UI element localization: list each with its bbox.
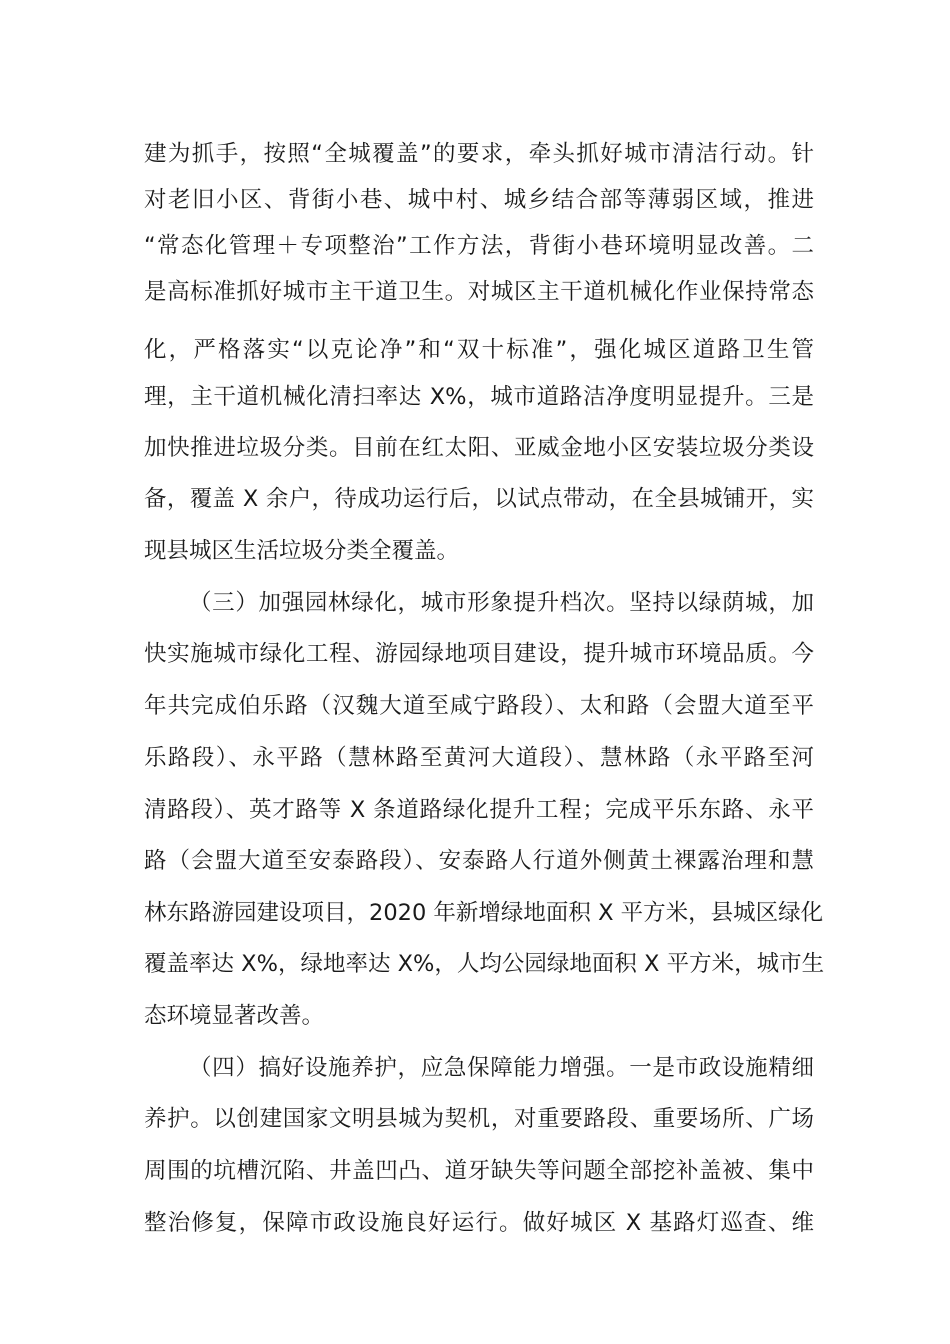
text-line: 周围的坑槽沉陷、井盖凹凸、道牙缺失等问题全部挖补盖被、集中: [144, 1158, 814, 1184]
text-line: 清路段）、英才路等 X 条道路绿化提升工程；完成平乐东路、永平: [144, 797, 814, 823]
text-line: 养护。以创建国家文明县城为契机，对重要路段、重要场所、广场: [144, 1106, 814, 1132]
text-line: 年共完成伯乐路（汉魏大道至咸宁路段）、太和路（会盟大道至平: [144, 693, 814, 719]
section-heading-line: （四）搞好设施养护，应急保障能力增强。一是市政设施精细: [189, 1055, 814, 1081]
text-line: 覆盖率达 X%，绿地率达 X%，人均公园绿地面积 X 平方米，城市生: [144, 951, 825, 977]
text-line: 加快推进垃圾分类。目前在红太阳、亚威金地小区安装垃圾分类设: [144, 435, 814, 461]
text-line: 对老旧小区、背街小巷、城中村、城乡结合部等薄弱区域，推进: [144, 187, 814, 213]
text-line: 乐路段）、永平路（慧林路至黄河大道段）、慧林路（永平路至河: [144, 745, 814, 771]
text-line: 路（会盟大道至安泰路段）、安泰路人行道外侧黄土裸露治理和慧: [144, 848, 814, 874]
text-line: 林东路游园建设项目，2020 年新增绿地面积 X 平方米，县城区绿化: [144, 900, 824, 926]
text-line: 是高标准抓好城市主干道卫生。对城区主干道机械化作业保持常态: [144, 279, 814, 305]
text-line: 快实施城市绿化工程、游园绿地项目建设，提升城市环境品质。今: [144, 641, 814, 667]
text-line: 建为抓手，按照“全城覆盖”的要求，牵头抓好城市清洁行动。针: [144, 141, 814, 167]
text-line: 备，覆盖 X 余户，待成功运行后，以试点带动，在全县城铺开，实: [144, 486, 814, 512]
text-line: “常态化管理＋专项整治”工作方法，背街小巷环境明显改善。二: [144, 233, 814, 259]
text-line: 现县城区生活垃圾分类全覆盖。: [144, 538, 460, 564]
text-line: 化，严格落实“以克论净”和“双十标准”，强化城区道路卫生管: [144, 337, 814, 363]
section-heading-line: （三）加强园林绿化，城市形象提升档次。坚持以绿荫城，加: [189, 590, 814, 616]
text-line: 整治修复，保障市政设施良好运行。做好城区 X 基路灯巡查、维: [144, 1210, 814, 1236]
text-line: 理，主干道机械化清扫率达 X%，城市道路洁净度明显提升。三是: [144, 384, 814, 410]
text-line: 态环境显著改善。: [144, 1003, 325, 1029]
